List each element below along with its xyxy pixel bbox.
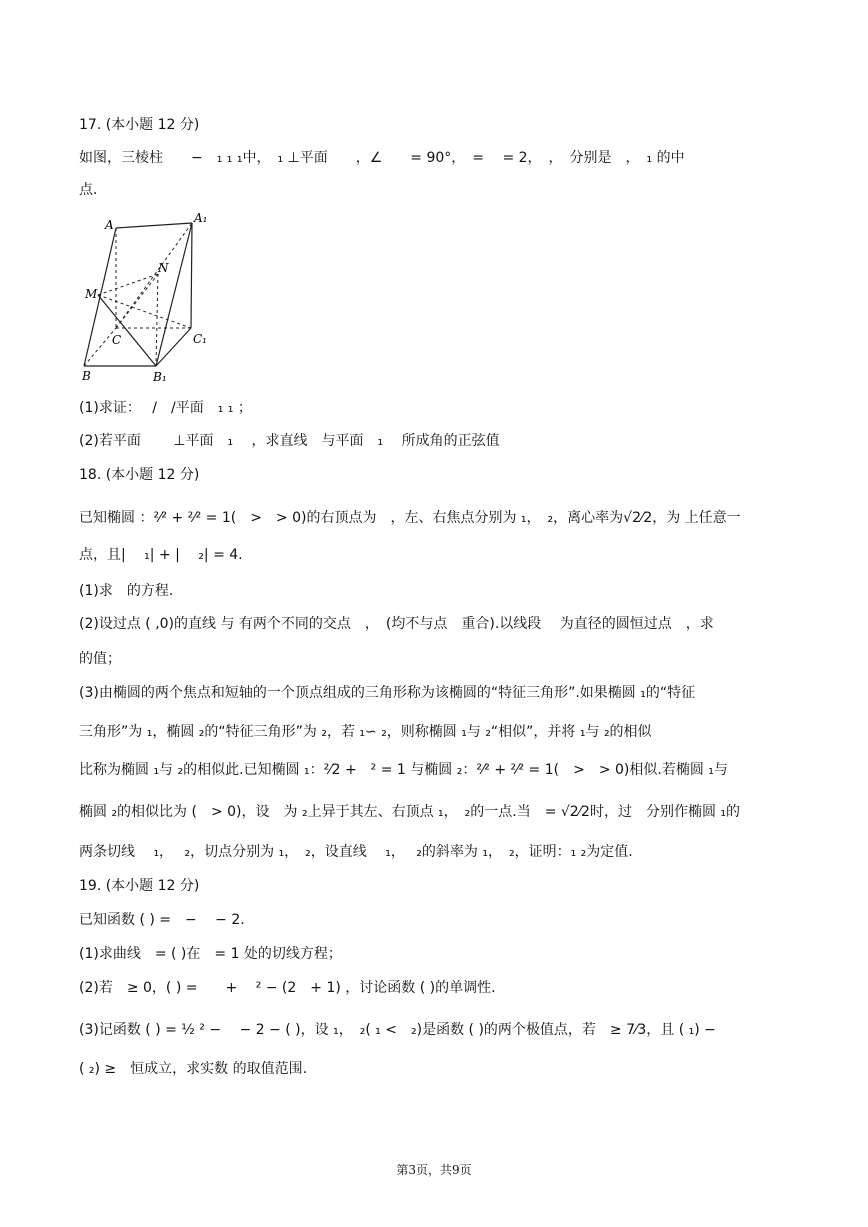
label-A1: A₁ [194,212,208,225]
page-footer: 第3页，共9页 [396,1163,472,1177]
label-N: N [158,261,169,275]
edge-C-A1 [116,223,192,328]
edge-A-A1 [116,223,192,228]
label-B1: B₁ [153,370,167,384]
edge-A1-B1 [156,223,192,366]
text-line-q19-part2: (2)若 ≥ 0，( ) = + ² − (2 + 1) ，讨论函数 ( )的单调性. [79,980,496,996]
text-line-q18-part3-4: 椭圆 ₂的相似比为 ( > 0)，设 为 ₂上异于其左、右顶点 ₁， ₂的一点.当 = √2⁄2时，过 分别作椭圆 ₁的 [79,804,741,820]
text-line-q18-part3-3: 比称为椭圆 ₁与 ₂的相似此.已知椭圆 ₁：²⁄2 + ² = 1 与椭圆 ₂：²⁄² + ²⁄² = 1( > > 0)相似.若椭圆 ₁与 [79,762,728,778]
text-line-q18-part3-5: 两条切线 ₁， ₂，切点分别为 ₁， ₂，设直线 ₁， ₂的斜率为 ₁， ₂，证明：₁ ₂为定值. [79,844,633,860]
text-line-q18-title: 18. (本小题 12 分) [79,467,200,483]
label-C: C [112,333,122,347]
edge-A1-C1 [191,223,192,328]
text-line-q18-part3-1: (3)由椭圆的两个焦点和短轴的一个顶点组成的三角形称为该椭圆的“特征三角形”.如果椭圆 ₁的“特征 [79,685,696,701]
text-line-q17-title: 17. (本小题 12 分) [79,117,200,133]
text-line-q19-part1: (1)求曲线 = ( )在 = 1 处的切线方程； [79,946,342,962]
label-M: M [85,287,98,301]
text-line-q17-part2: (2)若平面 ⊥平面 ₁ ，求直线 与平面 ₁ 所成角的正弦值 [79,433,500,449]
text-line-q17-part1: (1)求证： / /平面 ₁ ₁ ； [79,400,252,416]
text-line-q18-part3-2: 三角形”为 ₁，椭圆 ₂的“特征三角形”为 ₂，若 ₁∽ ₂，则称椭圆 ₁与 ₂“相似”，并将 ₁与 ₂的相似 [79,724,652,740]
label-C1: C₁ [193,332,207,346]
edge-N-B1 [156,274,158,366]
text-line-q18-part1: (1)求 的方程. [79,583,174,599]
text-line-q19-part3-1: (3)记函数 ( ) = ½ ² − − 2 − ( )，设 ₁， ₂( ₁ < ₂)是函数 ( )的两个极值点，若 ≥ 7⁄3，且 ( ₁) − [79,1022,716,1038]
text-line-q17-body-1: 如图，三棱柱 − ₁ ₁ ₁中， ₁ ⊥平面 ，∠ = 90°， = = 2， ， 分别是 ， ₁ 的中 [79,150,685,166]
text-line-q18-body-1: 已知椭圆 ：²⁄² + ²⁄² = 1( > > 0)的右顶点为 ，左、右焦点分别为 ₁， ₂，离心率为√2⁄2，为 上任意一 [79,510,741,526]
label-B: B [82,369,91,383]
text-line-q18-part2-2: 的值； [79,651,121,667]
label-A: A [105,218,114,232]
edge-M-N [98,274,158,295]
text-line-q19-title: 19. (本小题 12 分) [79,878,200,894]
text-line-q19-part3-2: ( ₂) ≥ 恒成立，求实数 的取值范围. [79,1061,308,1077]
edge-C-N [116,274,158,328]
text-line-q18-body-2: 点，且| ₁| + | ₂| = 4. [79,547,243,563]
text-line-q18-part2-1: (2)设过点 ( ,0)的直线 与 有两个不同的交点 ， (均不与点 重合).以线段 为直径的圆恒过点 ，求 [79,616,714,632]
text-line-q19-body: 已知函数 ( ) = − − 2. [79,912,245,928]
text-line-q17-body-2: 点. [79,182,98,198]
prism-figure [79,212,229,388]
